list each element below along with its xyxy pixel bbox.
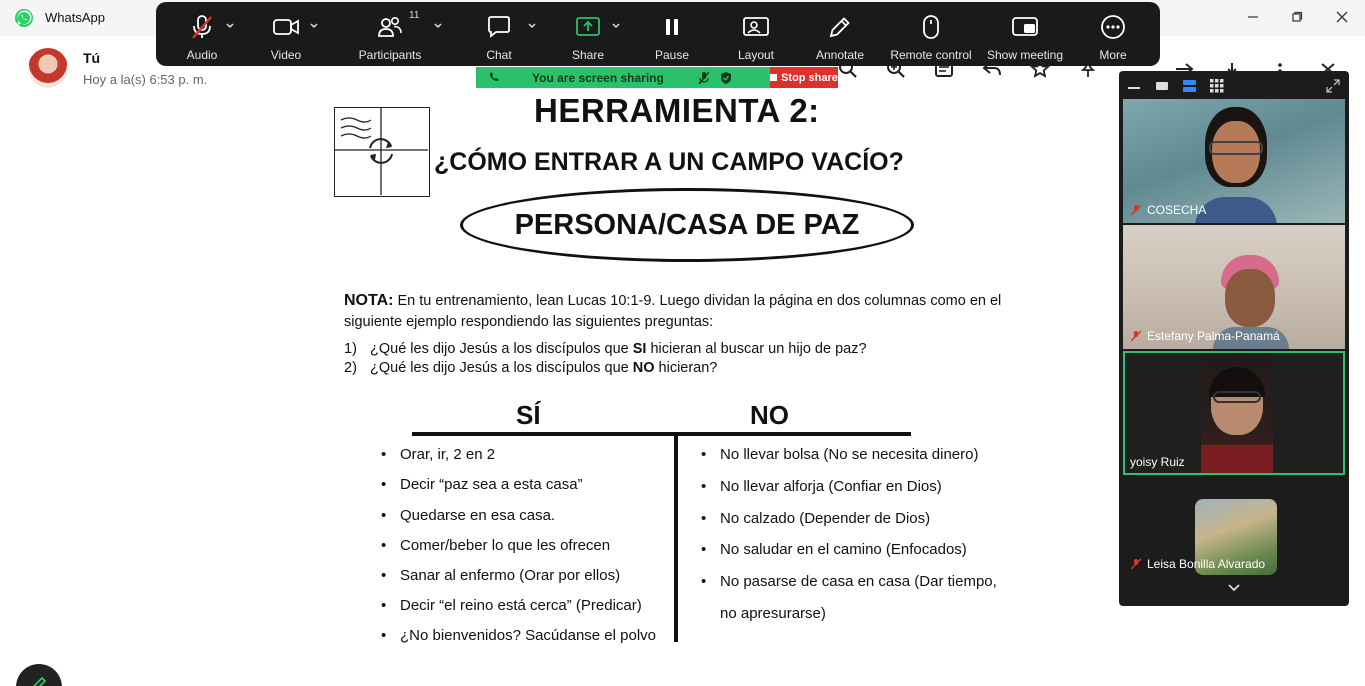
participant-name-tag [1130, 455, 1185, 469]
question-emphasis: SI [632, 341, 647, 357]
pause-label: Pause [654, 48, 690, 62]
layout-button[interactable] [731, 2, 781, 66]
microphone-muted-icon [1131, 204, 1141, 216]
stop-square-icon [770, 74, 777, 81]
show-meeting-button[interactable] [984, 2, 1066, 66]
list-item-text: No pasarse de casa en casa (Dar tiempo, [720, 573, 997, 590]
participant-name: Leisa Bonilla Alvarado [1147, 557, 1266, 571]
list-item-text: Comer/beber lo que les ofrecen [400, 537, 611, 554]
participants-icon [376, 15, 404, 39]
app-title: WhatsApp [45, 10, 105, 25]
participant-name: yoisy Ruiz [1130, 455, 1185, 469]
pencil-icon [828, 15, 852, 39]
phone-icon [488, 71, 500, 83]
sharing-status-text: You are screen sharing [532, 71, 664, 85]
list-item: • Orar, ir, 2 en 2 [381, 446, 496, 463]
close-viewer-button[interactable] [1316, 58, 1340, 80]
microphone-muted-icon[interactable] [698, 71, 710, 85]
audio-options-chevron-icon[interactable] [224, 20, 236, 32]
audio-button[interactable] [176, 2, 228, 66]
question-number: 1) [344, 341, 357, 357]
microphone-muted-icon [1131, 330, 1141, 342]
whatsapp-logo-icon [14, 8, 34, 28]
download-button[interactable] [1220, 58, 1244, 80]
scroll-down-chevron-icon[interactable] [1227, 583, 1241, 593]
stop-share-label: Stop share [781, 71, 838, 84]
participant-name-tag [1131, 557, 1265, 571]
annotate-label: Annotate [815, 48, 865, 62]
chat-label: Chat [486, 48, 512, 62]
list-item: • No pasarse de casa en casa (Dar tiempo, [701, 573, 997, 590]
participants-options-chevron-icon[interactable] [432, 20, 444, 32]
layout-icon [742, 16, 770, 38]
share-label: Share [571, 48, 605, 62]
participants-count-badge: 11 [409, 10, 420, 21]
download-icon [1224, 63, 1240, 75]
participant-tile[interactable] [1123, 477, 1345, 575]
screen-sharing-bar [476, 67, 838, 88]
question-text-end: hicieran? [654, 360, 718, 376]
list-item: • No saludar en el camino (Enfocados) [701, 541, 967, 558]
list-item-text: Sanar al enfermo (Orar por ellos) [400, 567, 621, 584]
stop-share-button[interactable] [770, 67, 838, 88]
participants-label: Participants [358, 48, 422, 62]
close-icon [1336, 11, 1348, 23]
list-item-text: ¿No bienvenidos? Sacúdanse el polvo [400, 627, 657, 644]
participant-tile[interactable] [1123, 225, 1345, 349]
participant-video [1201, 353, 1273, 475]
remote-control-label: Remote control [890, 48, 972, 62]
document-title: HERRAMIENTA 2: [534, 92, 820, 129]
t-chart-vertical-line [674, 432, 678, 642]
list-item-text: Orar, ir, 2 en 2 [400, 446, 496, 463]
contact-name[interactable]: Tú [83, 50, 101, 66]
more-icon [1100, 14, 1126, 40]
microphone-muted-icon [1131, 558, 1141, 570]
zoom-toolbar [156, 2, 1160, 66]
chat-options-chevron-icon[interactable] [526, 20, 538, 32]
show-meeting-label: Show meeting [986, 48, 1064, 62]
close-window-button[interactable] [1322, 4, 1362, 30]
list-item-text: No llevar alforja (Confiar en Dios) [720, 478, 942, 495]
column-header-si: SÍ [516, 400, 541, 430]
pause-button[interactable] [647, 2, 697, 66]
list-item-text: No calzado (Depender de Dios) [720, 510, 931, 527]
list-item-continuation [720, 605, 826, 622]
forward-button[interactable] [1172, 58, 1196, 80]
list-item: • Comer/beber lo que les ofrecen [381, 537, 611, 554]
microphone-muted-icon [190, 14, 214, 40]
show-meeting-icon [1011, 16, 1039, 38]
video-panel [1119, 71, 1349, 606]
mouse-icon [922, 14, 940, 40]
question-text-end: hicieran al buscar un hijo de paz? [646, 341, 867, 357]
video-button[interactable] [260, 2, 312, 66]
participant-tile[interactable] [1123, 99, 1345, 223]
t-chart-horizontal-line [412, 432, 911, 436]
questions-list [344, 340, 1044, 378]
list-item: • No calzado (Depender de Dios) [701, 510, 931, 527]
list-item-text: Decir “el reino está cerca” (Predicar) [400, 597, 642, 614]
expand-icon[interactable] [1326, 79, 1340, 93]
menu-button[interactable] [1268, 58, 1292, 80]
chat-button[interactable] [474, 2, 524, 66]
oval-text: PERSONA/CASA DE PAZ [514, 208, 860, 241]
speaker-view-icon[interactable] [1183, 80, 1196, 92]
list-item: • ¿No bienvenidos? Sacúdanse el polvo [381, 627, 657, 644]
sharing-status-pill [476, 67, 770, 88]
list-item-text: No llevar bolsa (No se necesita dinero) [720, 446, 979, 463]
list-item-text: no apresurarse) [720, 605, 826, 622]
participant-name: COSECHA [1147, 203, 1207, 217]
layout-label: Layout [737, 48, 775, 62]
video-label: Video [270, 48, 302, 62]
list-item-text: No saludar en el camino (Enfocados) [720, 541, 967, 558]
annotate-button[interactable] [811, 2, 869, 66]
maximize-button[interactable] [1277, 4, 1317, 30]
list-item: • Quedarse en esa casa. [381, 507, 556, 524]
participant-name-tag [1131, 203, 1206, 217]
question-text: ¿Qué les dijo Jesús a los discípulos que [370, 341, 633, 357]
close-icon [1321, 63, 1335, 75]
vertical-dots-icon [1277, 63, 1283, 75]
question-number: 2) [344, 360, 357, 376]
shield-icon[interactable] [720, 71, 732, 85]
maximize-icon [1291, 11, 1303, 23]
video-camera-icon [272, 16, 300, 38]
note-label: NOTA: [344, 292, 394, 309]
question-text: ¿Qué les dijo Jesús a los discípulos que [370, 360, 633, 376]
list-item: • No llevar alforja (Confiar en Dios) [701, 478, 942, 495]
contact-status: Hoy a la(s) 6:53 p. m. [83, 72, 208, 87]
question-item [344, 340, 1044, 359]
note-text-line-2: siguiente ejemplo respondiendo las siguientes preguntas: [344, 314, 714, 330]
more-button[interactable] [1088, 2, 1138, 66]
minimize-icon [1247, 11, 1259, 23]
audio-label: Audio [186, 48, 218, 62]
question-emphasis: NO [632, 360, 655, 376]
gallery-view-icon[interactable] [1210, 79, 1224, 93]
minimize-button[interactable] [1233, 4, 1273, 30]
avatar[interactable] [28, 48, 68, 88]
list-item-text: Decir “paz sea a esta casa” [400, 476, 583, 493]
remote-control-button[interactable] [886, 2, 976, 66]
minimize-panel-icon[interactable] [1128, 87, 1140, 89]
hide-video-icon[interactable] [1156, 82, 1168, 90]
participant-name-tag [1131, 329, 1280, 343]
list-item: • Sanar al enfermo (Orar por ellos) [381, 567, 621, 584]
note-text-line-1: En tu entrenamiento, lean Lucas 10:1-9. Luego dividan la página en dos columnas como en el [393, 293, 1002, 309]
list-item: • No llevar bolsa (No se necesita dinero) [701, 446, 979, 463]
share-button[interactable] [563, 2, 613, 66]
chat-bubble-icon [486, 15, 512, 39]
list-item: • Decir “paz sea a esta casa” [381, 476, 583, 493]
document-subtitle: ¿CÓMO ENTRAR A UN CAMPO VACÍO? [434, 148, 904, 176]
list-item: • Decir “el reino está cerca” (Predicar) [381, 597, 642, 614]
four-squares-diagram [334, 107, 430, 197]
video-options-chevron-icon[interactable] [308, 20, 320, 32]
list-item-text: Quedarse en esa casa. [400, 507, 556, 524]
persona-casa-oval [460, 188, 914, 262]
note-paragraph [344, 290, 1044, 333]
participant-name: Estefany Palma-Panamá [1147, 329, 1280, 343]
share-screen-icon [575, 16, 601, 38]
participant-tile-active[interactable] [1123, 351, 1345, 475]
forward-icon [1174, 63, 1194, 75]
column-header-no: NO [750, 400, 789, 430]
pencil-icon [31, 676, 47, 686]
question-item [344, 359, 1044, 378]
more-label: More [1099, 48, 1127, 62]
pause-icon [662, 16, 682, 38]
four-squares-icon [335, 108, 428, 195]
share-options-chevron-icon[interactable] [610, 20, 622, 32]
participant-video [1195, 107, 1277, 223]
